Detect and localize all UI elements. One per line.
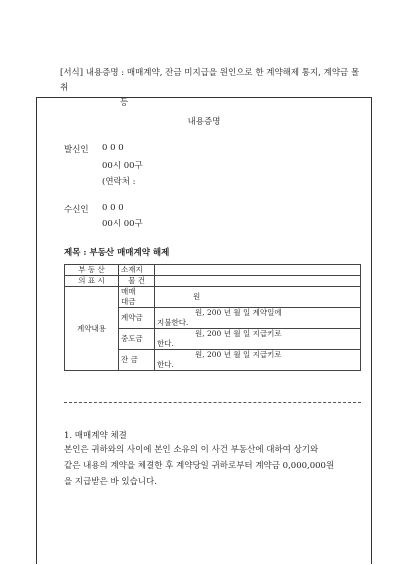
section-1-line-1: 본인은 귀하와의 사이에 본인 소유의 이 사건 부동산에 대하여 상기와 xyxy=(64,445,319,455)
sender-contact: (연락처 : xyxy=(102,177,136,187)
deposit-value-line-1: 원, 200 년 월 일 계약일에 xyxy=(195,308,282,317)
property-label-1: 부 동 산 xyxy=(65,265,119,276)
caption-line-2: 등 xyxy=(120,98,129,108)
deposit-value xyxy=(155,308,361,329)
location-label: 소재지 xyxy=(119,265,155,276)
sale-label-line-2: 대금 xyxy=(121,297,136,306)
middle-value-line-2: 한다. xyxy=(157,339,174,348)
location-value xyxy=(155,265,361,276)
document-title: 내용증명 xyxy=(187,117,221,127)
deposit-value-line-2: 지불한다. xyxy=(157,318,189,327)
recipient-address: 00시 00구 xyxy=(102,219,143,229)
middle-label: 중도금 xyxy=(119,329,155,350)
recipient-name: 0 0 0 xyxy=(102,203,124,213)
balance-value xyxy=(155,350,361,371)
section-1-title: 1. 매매계약 체결 xyxy=(64,431,127,441)
item-value xyxy=(155,276,361,287)
contract-label: 계약내용 xyxy=(65,287,119,371)
section-1-body xyxy=(64,442,361,490)
item-label: 물 건 xyxy=(119,276,155,287)
sender-name: 0 0 0 xyxy=(102,143,124,153)
balance-value-line-1: 원, 200 년 월 일 지급키로 xyxy=(195,350,282,359)
document-frame xyxy=(36,97,372,564)
middle-value-line-1: 원, 200 년 월 일 지급키로 xyxy=(195,329,282,338)
sender-address: 00시 00구 xyxy=(102,161,143,171)
sale-label xyxy=(119,287,155,308)
divider xyxy=(64,402,361,403)
deposit-label: 계약금 xyxy=(119,308,155,329)
contract-table xyxy=(64,264,361,371)
sale-value: 원 xyxy=(155,287,361,308)
sale-label-line-1: 매매 xyxy=(121,287,136,296)
section-1-line-3: 을 지급받은 바 있습니다. xyxy=(64,477,157,487)
balance-value-line-2: 한다. xyxy=(157,360,174,369)
section-1-line-2: 같은 내용의 계약을 체결한 후 계약당일 귀하로부터 계약금 0,000,000원 xyxy=(64,461,335,471)
recipient-label: 수신인 xyxy=(64,205,89,215)
caption-line-1: [서식] 내용증명 : 매매계약, 잔금 미지급을 원인으로 한 계약해제 통지, 계약금 몰취 xyxy=(60,68,360,93)
balance-label: 잔 금 xyxy=(119,350,155,371)
document-subject: 제목 : 부동산 매매계약 해제 xyxy=(64,248,170,258)
sender-label: 발신인 xyxy=(64,145,89,155)
property-label-2: 의 표 시 xyxy=(65,276,119,287)
middle-value xyxy=(155,329,361,350)
